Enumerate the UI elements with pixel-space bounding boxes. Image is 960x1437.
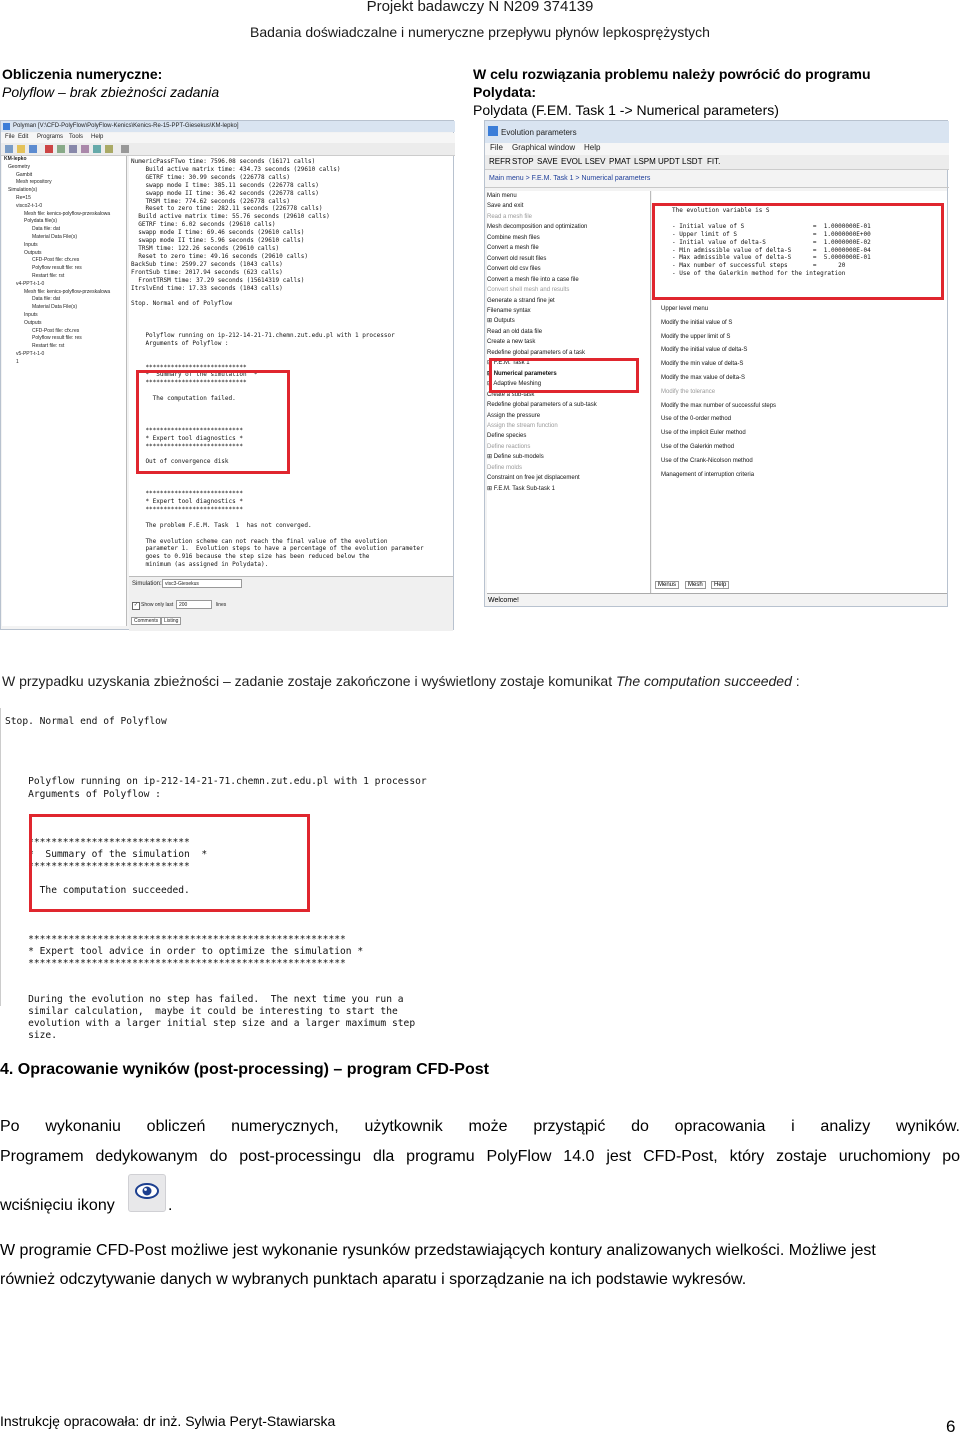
main-menu-items <box>487 191 650 494</box>
toolbar-fit[interactable]: FIT. <box>707 157 721 166</box>
toolbar-open-icon[interactable] <box>17 145 25 153</box>
tree-item[interactable]: Outputs <box>24 319 42 326</box>
main-menu-item[interactable]: Convert a mesh file into a case file <box>487 276 579 283</box>
console-line: * Expert tool diagnostics * <box>131 497 243 505</box>
main-menu-item[interactable]: Filename syntax <box>487 307 531 314</box>
show-only-last-label: Show only last <box>141 602 174 608</box>
tree-item[interactable]: v4-PPT-t-1-0 <box>16 280 45 287</box>
console-line <box>131 324 453 332</box>
success-console-line <box>5 922 427 934</box>
success-intro-italic: The computation succeeded <box>615 673 792 689</box>
evolution-line: - Upper limit of S = 1.0000000E+00 <box>672 230 871 238</box>
console-line: swapp mode I time: 385.11 seconds (226778 calls) <box>131 181 319 189</box>
section-heading: 4. Opracowanie wyników (post-processing) – program CFD-Post <box>0 1061 489 1078</box>
console-line: Build active matrix time: 55.76 seconds (29610 calls) <box>131 213 330 221</box>
tree-item[interactable]: Gambit <box>16 171 33 178</box>
main-menu-item[interactable]: Constraint on free jet displacement <box>487 475 580 482</box>
right-caption-title: W celu rozwiązania problemu należy powrócić do programu <box>473 66 871 82</box>
menu-edit[interactable]: Edit <box>18 134 29 140</box>
menu-help[interactable]: Help <box>91 134 104 140</box>
paragraph-1-line-1: Po wykonaniu obliczeń numerycznych, użytkownik może przystąpić do opracowania i analizy wyników. <box>0 1118 960 1135</box>
success-console <box>0 708 461 1042</box>
console-line: swapp mode II time: 36.42 seconds (226778 calls) <box>131 189 319 197</box>
console-line: Reset to zero time: 282.11 seconds (226778 calls) <box>131 205 323 213</box>
footer-author: Instrukcję opracowała: dr inż. Sylwia Peryt-Stawiarska <box>0 1413 336 1429</box>
main-menu-item[interactable]: ⊞ Define sub-models <box>487 454 544 461</box>
page-number: 6 <box>946 1417 956 1436</box>
lines-count-input[interactable]: 200 <box>176 600 212 609</box>
console-line: Arguments of Polyflow : <box>131 339 229 347</box>
upper-level-item[interactable]: Modify the max value of delta-S <box>661 374 746 381</box>
success-console-line: ******************************************************* <box>5 957 346 969</box>
tree-item[interactable]: Restart file: rst <box>32 343 65 350</box>
main-menu-item[interactable]: Create a sub-task <box>487 391 535 398</box>
console-line: The problem F.E.M. Task 1 has not converged. <box>131 521 312 529</box>
toolbar-lspm[interactable]: LSPM <box>634 157 656 166</box>
simulation-panel <box>129 576 453 631</box>
app-icon <box>488 126 498 136</box>
header-project: Projekt badawczy N N209 374139 <box>366 0 594 15</box>
polydata-menubar <box>485 143 949 155</box>
evolution-line: - Use of the Galerkin method for the integration <box>672 270 846 278</box>
polydata-window <box>484 120 948 607</box>
upper-level-item[interactable]: Modify the min value of delta-S <box>661 361 744 368</box>
tree-item[interactable]: Inputs <box>24 241 38 248</box>
paragraph-1-line-2: Programem dedykowanym do post-processingu dla programu PolyFlow 14.0 jest CFD-Post, który zostaje uruchomiony po <box>0 1148 960 1165</box>
console-line: TRSM time: 122.26 seconds (29610 calls) <box>131 244 280 252</box>
tree-item[interactable]: v5-PPT-t-1-0 <box>16 350 45 357</box>
upper-level-menu <box>661 303 776 482</box>
console-line: **************************** <box>131 363 247 371</box>
evolution-line: - Min admissible value of delta-S = 1.0000000E-04 <box>672 246 871 254</box>
main-menu-item[interactable]: Convert a mesh file <box>487 245 539 252</box>
main-menu-item[interactable]: Define reactions <box>487 443 531 450</box>
success-intro <box>2 673 800 689</box>
toolbar-post-icon[interactable] <box>93 145 101 153</box>
tab-mesh[interactable]: Mesh <box>685 581 706 589</box>
upper-level-item[interactable]: Management of interruption criteria <box>661 471 755 478</box>
upper-level-item[interactable]: Modify the max number of successful steps <box>661 402 777 409</box>
console-line: swapp mode I time: 69.46 seconds (29610 calls) <box>131 229 305 237</box>
tree-item[interactable]: Geometry <box>8 163 30 170</box>
success-console-line <box>5 970 427 982</box>
main-menu-item[interactable]: Convert old csv files <box>487 266 541 273</box>
success-console-line: Stop. Normal end of Polyflow <box>5 716 167 727</box>
success-console-line: ******************************************************* <box>5 933 346 945</box>
console-line: FrontTRSM time: 37.29 seconds (15614319 calls) <box>131 276 305 284</box>
main-menu-item[interactable]: Assign the stream function <box>487 422 558 429</box>
upper-level-item[interactable]: Use of the 0-order method <box>661 416 732 423</box>
console-line: Out of convergence disk <box>131 458 229 466</box>
evolution-line: - Max number of successful steps = 20 <box>672 262 846 270</box>
tree-item[interactable]: Material Data File(s) <box>32 304 78 311</box>
success-intro-text: W przypadku uzyskania zbieżności – zadanie zostaje zakończone i wyświetlony zostaje komunikat <box>2 673 616 689</box>
tree-root[interactable]: KM-lepko <box>4 156 27 162</box>
tree-item[interactable]: 1 <box>16 358 19 365</box>
tab-help[interactable]: Help <box>711 581 729 589</box>
toolbar-updt[interactable]: UPDT <box>658 157 680 166</box>
console-line: FrontSub time: 2017.94 seconds (623 calls) <box>131 268 283 276</box>
right-caption-path: Polydata (F.EM. Task 1 -> Numerical parameters) <box>473 102 779 118</box>
main-menu-item[interactable]: Mesh decomposition and optimization <box>487 224 588 231</box>
console-line <box>131 316 453 324</box>
main-menu-item[interactable]: Combine mesh files <box>487 234 540 241</box>
tab-menus[interactable]: Menus <box>655 581 679 589</box>
toolbar-evol[interactable]: EVOL <box>561 157 583 166</box>
main-menu-item[interactable]: Save and exit <box>487 203 524 210</box>
console-line: *************************** <box>131 442 243 450</box>
console-line: GETRF time: 6.02 seconds (29610 calls) <box>131 221 276 229</box>
polydata-title: Evolution parameters <box>501 128 577 137</box>
paragraph-2-line-1: W programie CFD-Post możliwe jest wykonanie rysunków przedstawiających kontury analizowanych wielkości. Możliwe jest <box>0 1242 876 1259</box>
console-line: * Summary of the simulation * <box>131 371 258 379</box>
tree-item[interactable]: Re=15 <box>16 194 31 201</box>
bottom-divider <box>487 593 947 594</box>
menu-help[interactable]: Help <box>584 143 601 152</box>
right-caption-polydata: Polydata: <box>473 84 537 100</box>
toolbar-stop-icon[interactable] <box>105 145 113 153</box>
tree-item[interactable]: Mesh repository <box>16 179 52 186</box>
success-console-line: evolution with a larger initial step size and a larger maximum step <box>5 1018 416 1030</box>
main-menu-item[interactable]: ⊟ Numerical parameters <box>487 370 557 377</box>
breadcrumb[interactable]: Main menu > F.E.M. Task 1 > Numerical parameters <box>489 175 651 182</box>
toolbar-save-icon[interactable] <box>29 145 37 153</box>
upper-level-item[interactable]: Use of the Crank-Nicolson method <box>661 457 753 464</box>
console-line: parameter 1. Evolution steps to have a percentage of the evolution parameter <box>131 545 424 553</box>
main-menu-item[interactable]: Main menu <box>487 193 517 199</box>
toolbar-refr[interactable]: REFR <box>489 157 511 166</box>
console-line: NumericPassFTwo time: 7596.08 seconds (16171 calls) <box>131 158 316 165</box>
status-bar: Welcome! <box>488 597 519 604</box>
console-line: minimum (as assigned in Polydata). <box>131 561 269 569</box>
main-menu-item[interactable]: Read an old data file <box>487 328 543 335</box>
toolbar-help-icon[interactable] <box>121 145 129 153</box>
polydata-titlebar <box>485 121 949 143</box>
toolbar-run-icon[interactable] <box>57 145 65 153</box>
tree-item[interactable]: Inputs <box>24 311 38 318</box>
paragraph-1-line-3 <box>0 1197 115 1215</box>
console-line <box>131 308 453 316</box>
success-console-line: The computation succeeded. <box>5 885 190 897</box>
toolbar-delete-icon[interactable] <box>45 145 53 153</box>
console-line: Build active matrix time: 434.73 seconds (29610 calls) <box>131 165 341 173</box>
polyman-menubar <box>1 133 455 143</box>
menu-file[interactable]: File <box>490 143 503 152</box>
tree-item[interactable]: Polydata file(s) <box>24 218 58 225</box>
tab-comments[interactable]: Comments <box>131 617 161 625</box>
cfd-post-icon[interactable] <box>128 1174 166 1212</box>
project-tree <box>2 156 127 626</box>
polyman-title: Polyman [V:\CFD-PolyFlow\PolyFlow-Kenics\Kenics-Re-15-PPT-Giesekus\KM-lepko] <box>13 123 239 129</box>
evolution-highlight-box <box>652 203 944 300</box>
success-intro-tail: : <box>791 673 800 689</box>
success-console-line: **************************** <box>5 836 190 848</box>
console-line: BackSub time: 2599.27 seconds (1043 calls) <box>131 260 283 268</box>
menu-graphical-window[interactable]: Graphical window <box>512 143 576 152</box>
success-console-line <box>5 752 427 764</box>
show-only-last-checkbox[interactable]: ✓ <box>133 602 139 608</box>
console-line <box>131 482 453 490</box>
console-line <box>131 292 453 300</box>
paragraph-1-line-3-text: wciśnięciu ikony <box>0 1197 115 1214</box>
evolution-line: The evolution variable is S <box>672 207 770 214</box>
tree-item[interactable]: Polyflow result file: res <box>32 265 82 272</box>
tree-item[interactable]: Mesh file: kenics-polyflow-przeskalowa <box>24 210 111 217</box>
main-menu-item[interactable]: ⊞ Adaptive Meshing <box>487 381 542 388</box>
toolbar-stop[interactable]: STOP <box>512 157 534 166</box>
console-line: Stop. Normal end of Polyflow <box>131 300 233 308</box>
success-console-line: Arguments of Polyflow : <box>5 788 161 800</box>
toolbar-pmat[interactable]: PMAT <box>609 157 631 166</box>
console-line: Polyflow running on ip-212-14-21-71.chemn.zut.edu.pl with 1 processor <box>131 331 395 339</box>
evolution-line: - Initial value of S = 1.0000000E-01 <box>672 222 871 230</box>
main-menu-item[interactable]: Convert shell mesh and results <box>487 287 570 294</box>
polyman-toolbar <box>1 143 455 156</box>
tree-item[interactable]: CFD-Post file: cfx.res <box>32 257 80 264</box>
success-console-line: Polyflow running on ip-212-14-21-71.chemn.zut.edu.pl with 1 processor <box>5 776 427 788</box>
console-line: goes to 0.916 because the step size has been reduced below the <box>131 553 370 561</box>
failure-highlight-box <box>136 370 290 474</box>
console-line: The evolution scheme can not reach the final value of the evolution <box>131 537 388 545</box>
success-console-line <box>5 982 427 994</box>
console-line: * Expert tool diagnostics * <box>131 434 243 442</box>
success-console-line: * Expert tool advice in order to optimize the simulation * <box>5 945 364 957</box>
console-line: swapp mode II time: 5.96 seconds (29610 calls) <box>131 237 305 245</box>
polyman-titlebar <box>1 121 455 132</box>
paragraph-1-end: . <box>168 1197 173 1214</box>
toolbar-lsdt[interactable]: LSDT <box>682 157 703 166</box>
console-line: ItrslvEnd time: 17.33 seconds (1043 calls) <box>131 284 283 292</box>
console-line <box>131 348 453 356</box>
console-line <box>131 530 453 538</box>
success-console-line <box>5 740 427 752</box>
console-line <box>131 514 453 522</box>
console-line: Reset to zero time: 49.16 seconds (29610 calls) <box>131 252 309 260</box>
upper-level-item[interactable]: Modify the initial value of delta-S <box>661 347 748 354</box>
simulation-select[interactable]: visc3-Giesekus <box>162 579 242 588</box>
upper-level-item[interactable]: Modify the tolerance <box>661 388 716 395</box>
evolution-line: - Max admissible value of delta-S = 5.0000000E-01 <box>672 254 871 262</box>
console-line <box>131 356 453 364</box>
tree-item[interactable]: Mesh file: kenics-polyflow-przeskalowa <box>24 288 111 295</box>
upper-level-item[interactable]: Modify the upper limit of S <box>661 333 731 340</box>
tree-item[interactable]: CFD-Post file: cfx.res <box>32 327 80 334</box>
console-line: *************************** <box>131 426 243 434</box>
upper-level-item[interactable]: Use of the Galerkin method <box>661 443 735 450</box>
tree-item[interactable]: Simulation(s) <box>8 187 38 194</box>
upper-level-item[interactable]: Upper level menu <box>661 306 709 312</box>
console-line <box>131 474 453 482</box>
success-console-line <box>5 728 427 740</box>
left-caption-title: Obliczenia numeryczne: <box>2 66 163 82</box>
menu-file[interactable]: File <box>5 134 15 140</box>
main-menu-item[interactable]: ⊞ F.E.M. Task Sub-task 1 <box>487 485 555 492</box>
main-menu-item[interactable]: Generate a strand fine jet <box>487 297 555 304</box>
tree-item[interactable]: Polyflow result file: res <box>32 335 82 342</box>
tree-item[interactable]: visco2-t-1-0 <box>16 202 43 209</box>
polyman-window <box>0 120 454 630</box>
console-text <box>129 156 453 569</box>
success-console-line: similar calculation, maybe it could be interesting to start the <box>5 1006 398 1018</box>
numerical-params-highlight-box <box>489 358 639 393</box>
tree-item[interactable]: Data file: dat <box>32 296 61 303</box>
console-line: **************************** <box>131 379 247 387</box>
lines-label: lines <box>216 602 227 608</box>
upper-level-item[interactable]: Use of the implicit Euler method <box>661 430 746 437</box>
tree-item[interactable]: Outputs <box>24 249 42 256</box>
main-menu-item[interactable]: Convert old result files <box>487 255 547 262</box>
upper-level-items <box>661 303 776 482</box>
console-line: *************************** <box>131 505 243 513</box>
tab-listing[interactable]: Listing <box>161 617 181 625</box>
header-subtitle: Badania doświadczalne i numeryczne przepływu płynów lepkosprężystych <box>250 24 710 40</box>
success-console-line: During the evolution no step has failed. The next time you run a <box>5 994 404 1006</box>
paragraph-2-line-2: również odczytywanie danych w wybranych punktach aparatu i sporządzanie na ich podstawie wykresów. <box>0 1271 747 1288</box>
toolbar-new-icon[interactable] <box>5 145 13 153</box>
success-console-line <box>5 801 427 813</box>
success-console-line <box>5 764 427 776</box>
console-line: TRSM time: 774.62 seconds (226778 calls) <box>131 197 290 205</box>
eye-icon <box>129 1175 165 1211</box>
main-menu-item[interactable]: Define molds <box>487 464 523 471</box>
console-line: GETRF time: 30.99 seconds (226778 calls) <box>131 173 290 181</box>
tree-item[interactable]: Restart file: rst <box>32 272 65 279</box>
main-menu-item[interactable]: Create a new task <box>487 339 536 346</box>
success-highlight-box <box>29 814 310 912</box>
main-menu-item[interactable]: Redefine global parameters of a task <box>487 349 586 356</box>
main-menu-item[interactable]: Read a mesh file <box>487 213 533 220</box>
simulation-label: Simulation: <box>132 581 162 587</box>
tree-item[interactable]: Data file: dat <box>32 226 61 233</box>
toolbar-lsev[interactable]: LSEV <box>585 157 606 166</box>
success-console-line: * Summary of the simulation * <box>5 849 208 861</box>
polydata-toolbar <box>485 155 949 170</box>
main-menu-item[interactable]: Define species <box>487 433 527 440</box>
menu-programs[interactable]: Programs <box>37 134 64 140</box>
main-menu-item[interactable]: ⊞ Outputs <box>487 318 515 325</box>
menu-tools[interactable]: Tools <box>69 134 84 140</box>
breadcrumb-divider <box>485 187 949 188</box>
main-menu-item[interactable]: Assign the pressure <box>487 412 541 419</box>
tree-item[interactable]: Material Data File(s) <box>32 233 78 240</box>
toolbar-save[interactable]: SAVE <box>537 157 558 166</box>
evolution-line: - Initial value of delta-S = 1.0000000E-02 <box>672 238 871 246</box>
main-menu-item[interactable]: Redefine global parameters of a sub-task <box>487 402 597 409</box>
main-menu-item[interactable]: ⊟ F.E.M. Task 1 <box>487 360 530 367</box>
upper-level-item[interactable]: Modify the initial value of S <box>661 319 733 326</box>
console-line: *************************** <box>131 490 243 498</box>
toolbar-data-icon[interactable] <box>81 145 89 153</box>
success-console-line: **************************** <box>5 861 190 873</box>
toolbar-mesh-icon[interactable] <box>69 145 77 153</box>
left-caption-subtitle: Polyflow – brak zbieżności zadania <box>2 84 220 100</box>
console-line: The computation failed. <box>131 395 236 403</box>
success-console-line: size. <box>5 1030 57 1042</box>
app-icon <box>3 123 10 130</box>
